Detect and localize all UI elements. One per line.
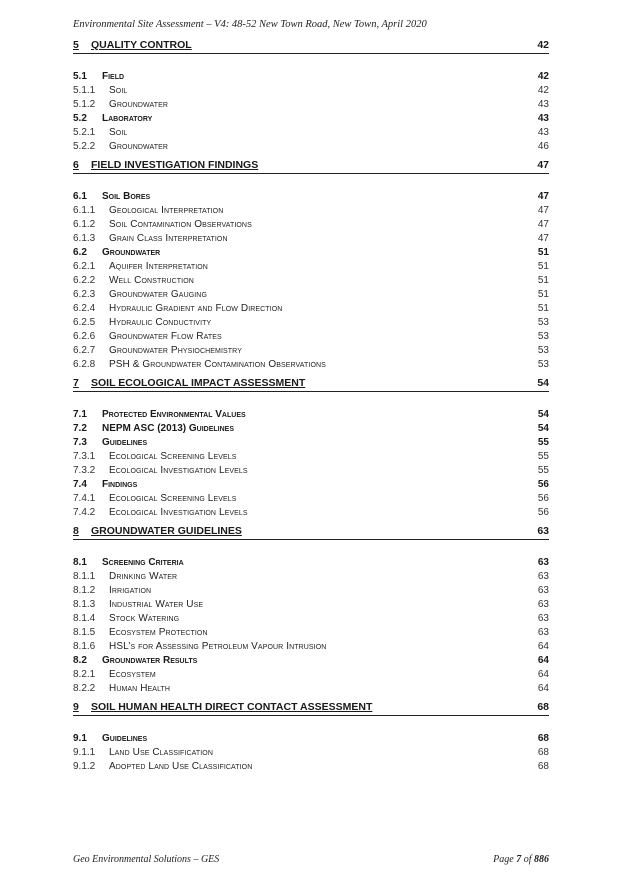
toc-title: Geological Interpretation: [109, 205, 224, 216]
toc-num: 8.1.3: [73, 599, 96, 610]
toc-page: 43: [537, 113, 549, 124]
toc-num: 6.2.5: [73, 317, 96, 328]
toc-num: 8.1: [73, 557, 87, 568]
toc-entry-sub[interactable]: [73, 640, 549, 654]
toc-page: 47: [537, 233, 549, 244]
toc-num: 8.1.1: [73, 571, 96, 582]
toc-entry-sub[interactable]: [73, 598, 549, 612]
toc-entry-chap[interactable]: [73, 524, 549, 540]
toc-page: 51: [537, 289, 549, 300]
toc-title: Ecological Investigation Levels: [109, 465, 248, 476]
toc-entry-sub[interactable]: [73, 218, 549, 232]
toc-page: 47: [537, 159, 549, 171]
toc-page: 43: [537, 99, 549, 110]
toc-title: Hydraulic Gradient and Flow Direction: [109, 303, 283, 314]
toc-page: 51: [537, 275, 549, 286]
toc-page: 56: [537, 507, 549, 518]
toc-page: 53: [537, 345, 549, 356]
toc-title: GROUNDWATER GUIDELINES: [91, 525, 242, 537]
toc-entry-sub[interactable]: [73, 584, 549, 598]
toc-page: 56: [537, 479, 549, 490]
toc-page: 43: [537, 127, 549, 138]
toc-entry-sub[interactable]: [73, 84, 549, 98]
toc-page: 56: [537, 493, 549, 504]
toc-page: 64: [537, 655, 549, 666]
toc-page: 55: [537, 437, 549, 448]
toc-title: QUALITY CONTROL: [91, 39, 192, 51]
toc-entry-sub[interactable]: [73, 260, 549, 274]
toc-title: Soil Bores: [102, 191, 151, 202]
toc-page: 64: [537, 683, 549, 694]
toc-title: Ecological Investigation Levels: [109, 507, 248, 518]
toc-title: Groundwater: [109, 99, 169, 110]
toc-num: 8.2.2: [73, 683, 96, 694]
toc-entry-chap[interactable]: [73, 376, 549, 392]
toc-num: 7.4: [73, 479, 87, 490]
toc-num: 8.1.4: [73, 613, 96, 624]
toc-num: 7.3: [73, 437, 87, 448]
toc-entry-sub[interactable]: [73, 626, 549, 640]
toc-num: 7.4.2: [73, 507, 96, 518]
toc-title: Ecological Screening Levels: [109, 451, 237, 462]
toc-num: 6.1: [73, 191, 87, 202]
toc-page: 46: [537, 141, 549, 152]
toc-entry-sub[interactable]: [73, 682, 549, 696]
toc-entry-sub[interactable]: [73, 330, 549, 344]
toc-title: Industrial Water Use: [109, 599, 204, 610]
toc-page: 51: [537, 261, 549, 272]
toc-title: Groundwater Physiochemistry: [109, 345, 242, 356]
toc-entry-sub[interactable]: [73, 232, 549, 246]
toc-entry-sub[interactable]: [73, 274, 549, 288]
toc-title: Soil: [109, 127, 128, 138]
toc-page: 53: [537, 317, 549, 328]
toc-entry-sub[interactable]: [73, 612, 549, 626]
toc-entry-sec[interactable]: [73, 112, 549, 126]
toc-entry-chap[interactable]: [73, 158, 549, 174]
toc-num: 8.2: [73, 655, 87, 666]
toc-page: 55: [537, 465, 549, 476]
toc-title: NEPM ASC (2013) Guidelines: [102, 423, 234, 434]
toc-title: Guidelines: [102, 437, 148, 448]
toc-page: 42: [537, 39, 549, 51]
toc-title: Guidelines: [102, 733, 148, 744]
toc-num: 6.2.8: [73, 359, 96, 370]
toc-entry-sub[interactable]: [73, 344, 549, 358]
toc-title: Findings: [102, 479, 138, 490]
toc-num: 6.2: [73, 247, 87, 258]
toc-page: 68: [537, 733, 549, 744]
toc-num: 7.1: [73, 409, 87, 420]
toc-entry-sub[interactable]: [73, 570, 549, 584]
toc-num: 7.3.2: [73, 465, 96, 476]
toc-num: 9: [73, 701, 79, 713]
toc-title: PSH & Groundwater Contamination Observations: [109, 359, 326, 370]
toc-num: 7.4.1: [73, 493, 96, 504]
toc-num: 5.2: [73, 113, 87, 124]
toc-page: 68: [537, 747, 549, 758]
footer-page-number: [493, 854, 549, 865]
toc-num: 8.1.2: [73, 585, 96, 596]
toc-title: Human Health: [109, 683, 171, 694]
toc-num: 8: [73, 525, 79, 537]
toc-entry-sub[interactable]: [73, 98, 549, 112]
total-pages: 886: [534, 854, 549, 865]
toc-num: 6.2.1: [73, 261, 96, 272]
toc-num: 9.1.2: [73, 761, 96, 772]
toc-entry-sub[interactable]: [73, 450, 549, 464]
current-page: 7: [516, 854, 522, 865]
table-of-contents: [73, 38, 549, 774]
page-header: Environmental Site Assessment – V4: 48-52 New Town Road, New Town, April 2020: [73, 19, 427, 30]
toc-page: 63: [537, 585, 549, 596]
toc-page: 63: [537, 557, 549, 568]
toc-page: 55: [537, 451, 549, 462]
toc-title: Adopted Land Use Classification: [109, 761, 253, 772]
toc-num: 7.3.1: [73, 451, 96, 462]
toc-title: Drinking Water: [109, 571, 178, 582]
toc-title: Field: [102, 71, 125, 82]
toc-entry-sub[interactable]: [73, 746, 549, 760]
toc-title: Groundwater Results: [102, 655, 198, 666]
toc-num: 6: [73, 159, 79, 171]
toc-num: 6.1.1: [73, 205, 96, 216]
toc-entry-sec[interactable]: [73, 70, 549, 84]
toc-entry-chap[interactable]: [73, 700, 549, 716]
toc-entry-chap[interactable]: [73, 38, 549, 54]
toc-num: 9.1: [73, 733, 87, 744]
toc-entry-sub[interactable]: [73, 358, 549, 372]
toc-title: FIELD INVESTIGATION FINDINGS: [91, 159, 259, 171]
toc-page: 47: [537, 205, 549, 216]
toc-entry-sub[interactable]: [73, 302, 549, 316]
toc-title: Protected Environmental Values: [102, 409, 246, 420]
toc-entry-sec[interactable]: [73, 556, 549, 570]
toc-num: 6.2.2: [73, 275, 96, 286]
toc-entry-sec[interactable]: [73, 732, 549, 746]
toc-page: 64: [537, 669, 549, 680]
toc-page: 51: [537, 303, 549, 314]
toc-entry-sec[interactable]: [73, 190, 549, 204]
toc-num: 5: [73, 39, 79, 51]
toc-entry-sec[interactable]: [73, 436, 549, 450]
toc-page: 63: [537, 599, 549, 610]
toc-title: Soil: [109, 85, 128, 96]
toc-num: 8.1.6: [73, 641, 96, 652]
toc-page: 63: [537, 613, 549, 624]
toc-title: SOIL HUMAN HEALTH DIRECT CONTACT ASSESSMENT: [91, 701, 373, 713]
toc-page: 47: [537, 219, 549, 230]
toc-title: Hydraulic Conductivity: [109, 317, 212, 328]
toc-title: Laboratory: [102, 113, 153, 124]
toc-title: Ecosystem: [109, 669, 156, 680]
toc-entry-sub[interactable]: [73, 288, 549, 302]
toc-page: 42: [537, 71, 549, 82]
toc-num: 7.2: [73, 423, 87, 434]
footer-company: Geo Environmental Solutions – GES: [73, 854, 220, 865]
toc-page: 53: [537, 331, 549, 342]
toc-page: 68: [537, 761, 549, 772]
toc-num: 6.2.7: [73, 345, 96, 356]
toc-num: 5.1.1: [73, 85, 96, 96]
toc-title: Irrigation: [109, 585, 152, 596]
toc-entry-sub[interactable]: [73, 126, 549, 140]
toc-title: Groundwater Gauging: [109, 289, 208, 300]
toc-entry-sub[interactable]: [73, 492, 549, 506]
toc-title: Well Construction: [109, 275, 194, 286]
toc-entry-sec[interactable]: [73, 478, 549, 492]
toc-num: 5.1.2: [73, 99, 96, 110]
toc-num: 6.2.4: [73, 303, 96, 314]
toc-page: 54: [537, 409, 549, 420]
toc-num: 6.1.2: [73, 219, 96, 230]
page-of: of: [521, 854, 534, 865]
toc-title: Groundwater: [109, 141, 169, 152]
toc-num: 5.2.1: [73, 127, 96, 138]
toc-title: Ecological Screening Levels: [109, 493, 237, 504]
toc-page: 53: [537, 359, 549, 370]
toc-title: Stock Watering: [109, 613, 180, 624]
toc-entry-sec[interactable]: [73, 654, 549, 668]
toc-num: 8.1.5: [73, 627, 96, 638]
toc-page: 42: [537, 85, 549, 96]
page-prefix: Page: [493, 854, 517, 865]
toc-page: 64: [537, 641, 549, 652]
toc-entry-sec[interactable]: [73, 246, 549, 260]
toc-num: 6.2.3: [73, 289, 96, 300]
toc-title: Screening Criteria: [102, 557, 184, 568]
toc-entry-sec[interactable]: [73, 408, 549, 422]
toc-num: 6.1.3: [73, 233, 96, 244]
toc-num: 5.2.2: [73, 141, 96, 152]
toc-num: 7: [73, 377, 79, 389]
toc-entry-sub[interactable]: [73, 204, 549, 218]
toc-entry-sub[interactable]: [73, 506, 549, 520]
toc-page: 63: [537, 571, 549, 582]
toc-entry-sub[interactable]: [73, 760, 549, 774]
toc-title: Ecosystem Protection: [109, 627, 208, 638]
toc-title: SOIL ECOLOGICAL IMPACT ASSESSMENT: [91, 377, 306, 389]
toc-title: Groundwater Flow Rates: [109, 331, 222, 342]
toc-num: 6.2.6: [73, 331, 96, 342]
toc-entry-sec[interactable]: [73, 422, 549, 436]
toc-entry-sub[interactable]: [73, 140, 549, 154]
toc-entry-sub[interactable]: [73, 464, 549, 478]
toc-title: Aquifer Interpretation: [109, 261, 208, 272]
toc-title: Groundwater: [102, 247, 161, 258]
toc-page: 63: [537, 525, 549, 537]
toc-num: 5.1: [73, 71, 87, 82]
toc-page: 68: [537, 701, 549, 713]
toc-title: Land Use Classification: [109, 747, 213, 758]
toc-page: 51: [537, 247, 549, 258]
toc-title: HSL’s for Assessing Petroleum Vapour Intrusion: [109, 641, 327, 652]
toc-entry-sub[interactable]: [73, 668, 549, 682]
toc-entry-sub[interactable]: [73, 316, 549, 330]
toc-page: 54: [537, 423, 549, 434]
toc-num: 8.2.1: [73, 669, 96, 680]
toc-page: 47: [537, 191, 549, 202]
toc-page: 63: [537, 627, 549, 638]
toc-title: Soil Contamination Observations: [109, 219, 252, 230]
toc-page: 54: [537, 377, 549, 389]
toc-title: Grain Class Interpretation: [109, 233, 228, 244]
toc-num: 9.1.1: [73, 747, 96, 758]
